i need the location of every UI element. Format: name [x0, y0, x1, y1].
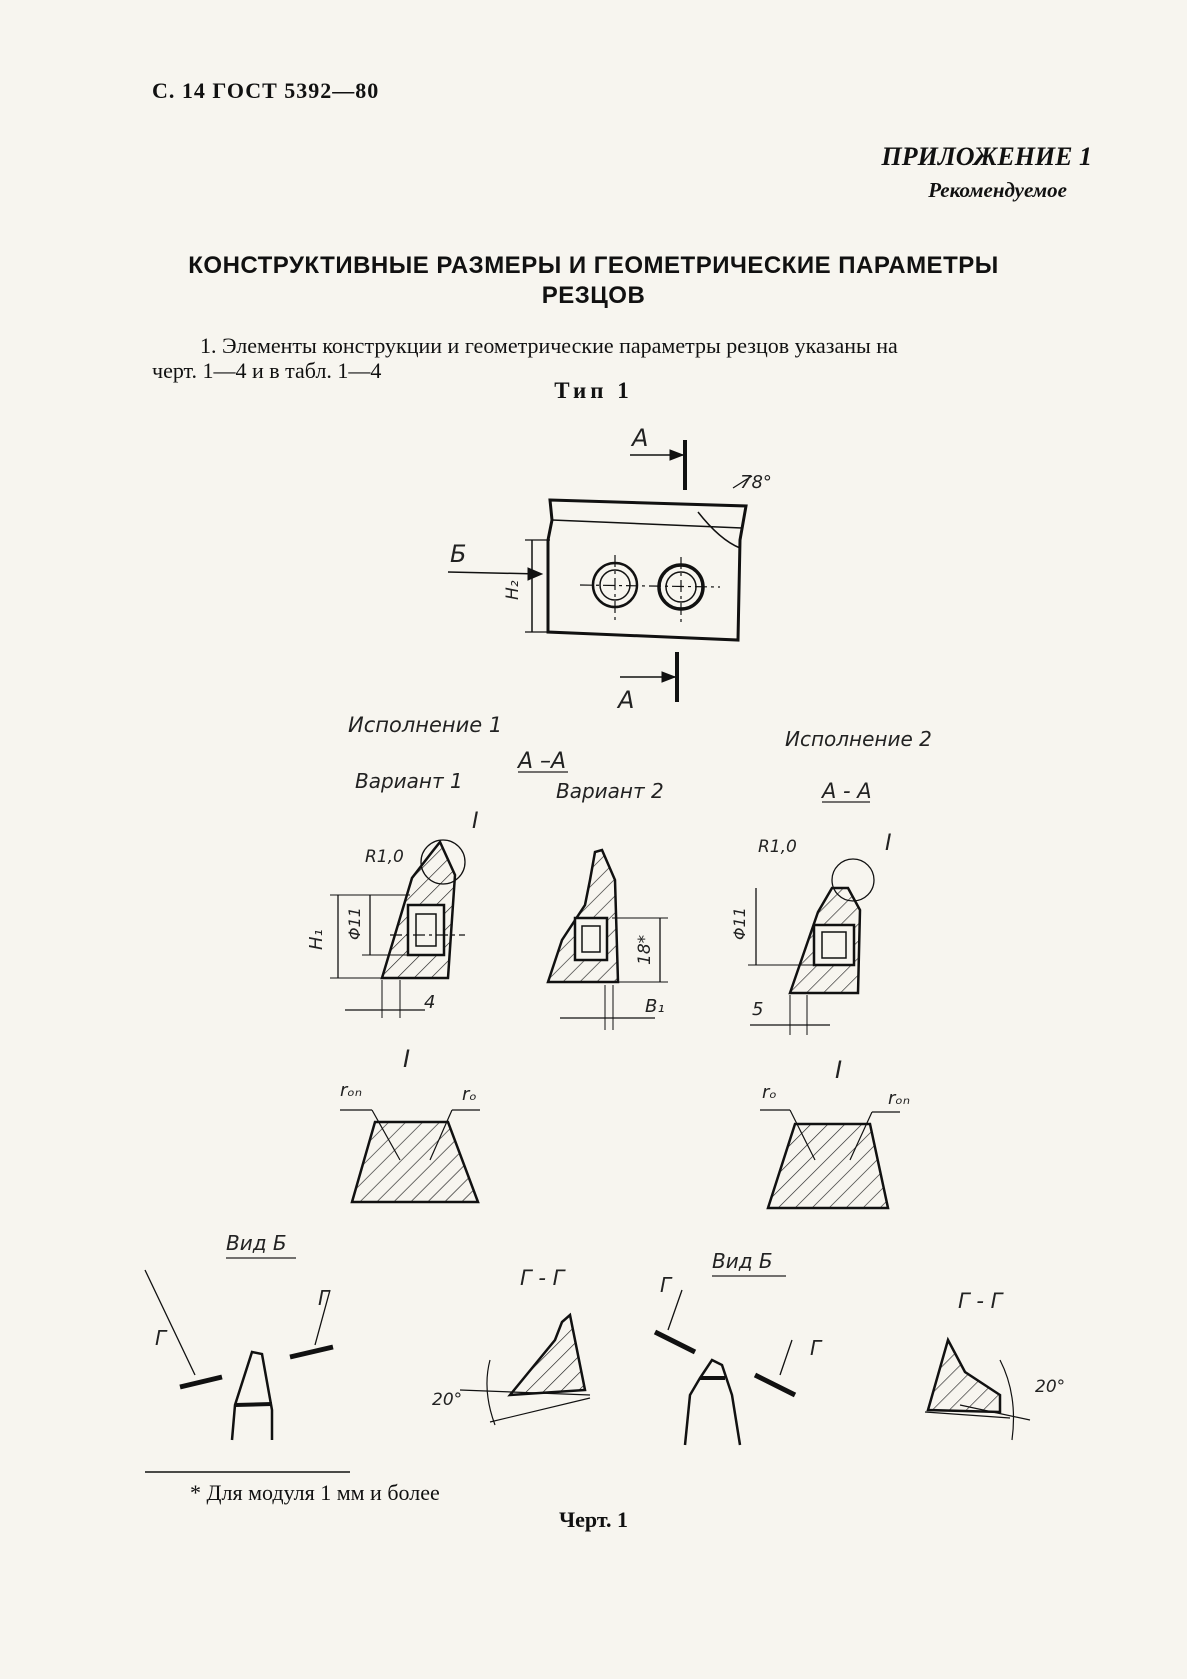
label-h1: H₁ — [306, 929, 327, 950]
section-gg-right — [928, 1340, 1000, 1412]
label-r-on-left: rₒₙ — [340, 1080, 363, 1101]
label-r-o-right: rₒ — [762, 1082, 777, 1103]
vid-b-right — [685, 1360, 740, 1445]
label-ispolnenie1: Исполнение 1 — [348, 713, 503, 737]
label-section-aa2: А - А — [822, 779, 872, 803]
label-phi11-right: Φ11 — [730, 907, 749, 940]
section-variant2 — [548, 850, 618, 982]
label-section-aa: А –А — [518, 749, 567, 774]
label-view-b: Б — [450, 540, 467, 568]
label-g-4: Г — [810, 1336, 822, 1360]
label-vid-b-right: Вид Б — [712, 1249, 773, 1273]
appendix-note: Рекомендуемое — [928, 178, 1067, 202]
label-variant1: Вариант 1 — [355, 769, 463, 793]
paragraph-line1: 1. Элементы конструкции и геометрические параметры резцов указаны на — [200, 333, 898, 358]
label-b1: B₁ — [645, 996, 665, 1017]
figure-caption: Черт. 1 — [558, 1507, 628, 1532]
label-g-3: Г — [660, 1273, 672, 1297]
label-dim-18: 18* — [635, 934, 655, 965]
label-section-a-top: А — [632, 424, 649, 452]
label-r-o-left: rₒ — [462, 1084, 477, 1105]
label-g-2: Г — [318, 1286, 330, 1310]
label-detail-i-4: I — [835, 1056, 843, 1084]
label-r10-right: R1,0 — [758, 837, 797, 857]
section-title-line2: РЕЗЦОВ — [541, 282, 646, 309]
label-r10-left: R1,0 — [365, 847, 404, 867]
footnote: * Для модуля 1 мм и более — [190, 1480, 440, 1505]
label-section-a-bottom: А — [618, 686, 635, 714]
appendix-title: ПРИЛОЖЕНИЕ 1 — [881, 142, 1092, 171]
label-angle-20-right: 20° — [1035, 1377, 1066, 1397]
label-ispolnenie2: Исполнение 2 — [785, 727, 932, 751]
section-gg-left — [510, 1315, 585, 1395]
label-detail-i-2: I — [885, 831, 892, 856]
label-h2: H₂ — [503, 580, 523, 600]
section-title-line1: КОНСТРУКТИВНЫЕ РАЗМЕРЫ И ГЕОМЕТРИЧЕСКИЕ ПАРАМЕТРЫ — [188, 252, 999, 279]
page-header: С. 14 ГОСТ 5392—80 — [152, 78, 380, 103]
label-detail-i-1: I — [472, 809, 479, 834]
vid-b-left — [232, 1352, 272, 1440]
detail-i-left — [352, 1122, 478, 1202]
label-variant2: Вариант 2 — [556, 779, 664, 803]
label-section-gg-right: Г - Г — [958, 1289, 1003, 1313]
label-g-1: Г — [155, 1326, 167, 1350]
label-r-on-right: rₒₙ — [888, 1088, 911, 1109]
type-label: Тип 1 — [554, 378, 633, 403]
label-angle-78: 78° — [740, 472, 772, 493]
label-dim-4: 4 — [424, 992, 436, 1013]
label-angle-20-left: 20° — [432, 1390, 463, 1410]
detail-i-right — [768, 1124, 888, 1208]
label-phi11-left: Φ11 — [345, 907, 364, 940]
label-vid-b-left: Вид Б — [226, 1231, 287, 1255]
label-section-gg-left: Г - Г — [520, 1266, 565, 1290]
label-detail-i-3: I — [403, 1045, 411, 1073]
paragraph-line2: черт. 1—4 и в табл. 1—4 — [152, 358, 382, 383]
label-dim-5: 5 — [752, 999, 764, 1020]
